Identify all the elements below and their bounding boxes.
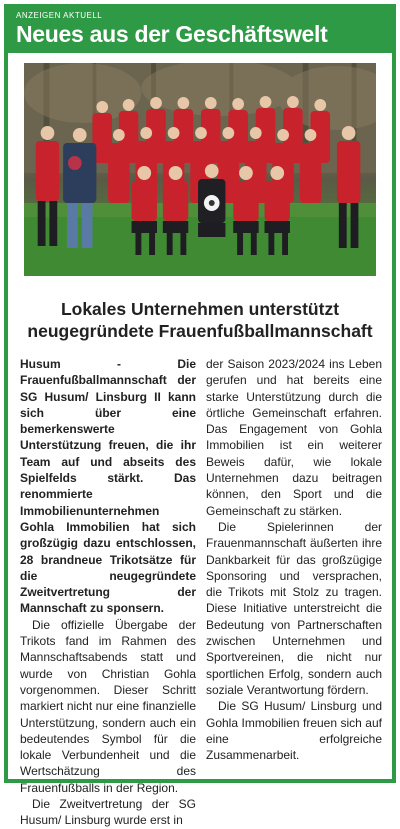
article-paragraph: Die Spielerinnen der Frauenmannschaft äußerten ihre Dankbarkeit für das großzügige Sponsoring und versprachen, die Trikots mit Stolz zu tragen. Diese Initiative unterstreicht die Bedeutung von Partnerschaften zwischen Unternehmen und Sportvereinen, die nicht nur sportlichen Erfolg, sondern auch soziale Verantwortung fördern.	[206, 519, 382, 697]
article-title-line-1: Lokales Unternehmen unterstützt	[60, 299, 340, 319]
article-column-2	[206, 356, 382, 829]
section-kicker: ANZEIGEN AKTUELL	[16, 11, 103, 20]
article-paragraph: der Saison 2023/2024 ins Leben gerufen und hat bereits eine starke Unterstützung durch die örtliche Gemeinschaft erfahren. Das Engagement von Gohla Immobilien ist ein weiterer Beweis dafür, wie lokale Unternehmen dazu beitragen können, den Sport und die Gemeinschaft zu stärken.	[206, 357, 382, 518]
team-photo-illustration	[24, 63, 376, 276]
team-photo	[24, 63, 376, 276]
section-headline: Neues aus der Geschäftswelt	[16, 21, 328, 47]
article-title-line-2: neugegründete Frauenfußballmannschaft	[27, 321, 373, 341]
article-title	[14, 298, 386, 342]
newspaper-page	[4, 4, 396, 828]
article-lead-paragraph: Husum - Die Frauenfußballmannschaft der SG Husum/ Linsburg II kann sich über eine bemerkenswerte Unterstützung freuen, die ihr Team auf und abseits des Spielfelds stärkt. Das renommierte Immobilienunternehmen Gohla Immobilien hat sich großzügig dazu entschlossen, 28 brandneue Trikotsätze für die neugegründete Zweitvertretung der Mannschaft zu sponsern.	[20, 357, 196, 616]
article-column-1	[20, 356, 196, 829]
article-paragraph: Die SG Husum/ Linsburg und Gohla Immobilien freuen sich auf eine erfolgreiche Zusammenarbeit.	[206, 699, 382, 763]
article-paragraph: Die offizielle Übergabe der Trikots fand im Rahmen des Mannschaftsabends statt und wurde von Christian Gohla vorgenommen. Dieser Schritt markiert nicht nur eine finanzielle Unterstützung, sondern auch ein bedeutendes Symbol für die lokale Verbundenheit und die Wertschätzung des Frauenfußballs in der Region.	[20, 617, 196, 795]
section-header	[8, 8, 392, 53]
article-body	[20, 356, 382, 829]
article-paragraph: Die Zweitvertretung der SG Husum/ Linsburg wurde erst in	[20, 797, 196, 828]
